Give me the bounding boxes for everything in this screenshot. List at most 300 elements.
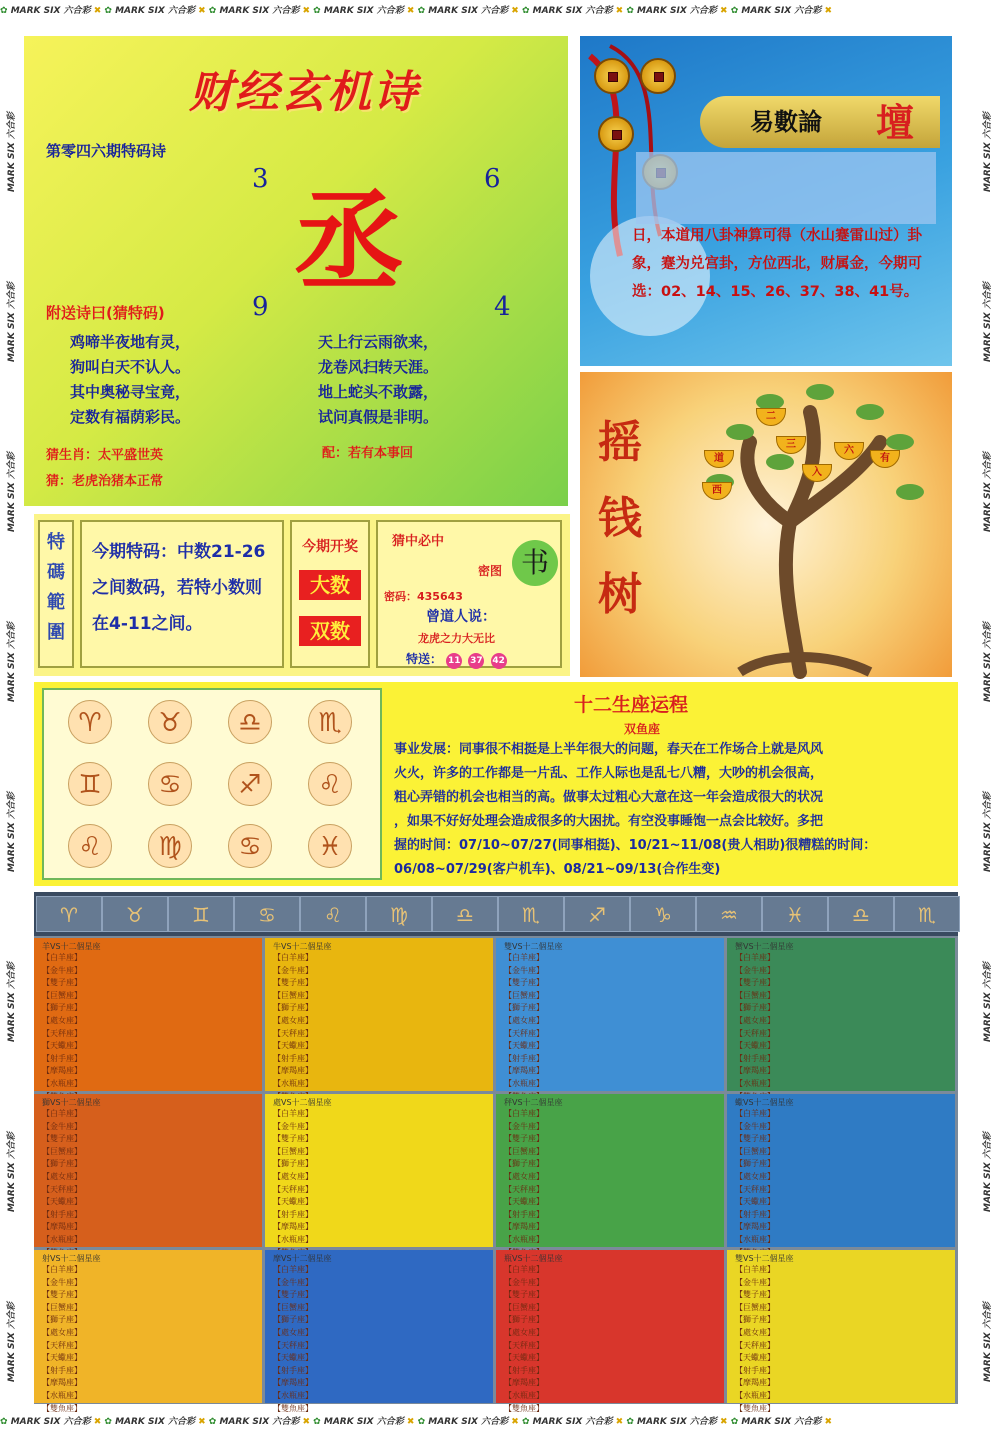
brand-cn-text: 六合彩 [794, 6, 825, 16]
brand-cn-text: 六合彩 [689, 6, 721, 16]
brand-cn-text: 六合彩 [794, 1417, 825, 1427]
special-line: 之间数码，若特小数则 [92, 578, 262, 598]
cell-row-label: 【獅子座】 [42, 1003, 82, 1013]
secret-image: 书 [512, 540, 558, 586]
flower-icon: ✿ [208, 1417, 220, 1427]
horoscope-panel [34, 682, 958, 886]
cell-row-label: 【射手座】 [42, 1209, 82, 1219]
cell-row-label: 【水瓶座】 [273, 1078, 313, 1088]
brand-cn-text: 六合彩 [376, 6, 407, 16]
brand-text: MARK SIX [115, 6, 168, 16]
cross-icon: ✖ [720, 1417, 731, 1427]
code-text: 密码：435643 [384, 590, 463, 603]
cross-icon: ✖ [720, 6, 731, 16]
ball-badge: 11 [446, 653, 462, 669]
flower-icon: ✿ [417, 6, 429, 16]
cell-row-label: 【處女座】 [273, 1015, 313, 1025]
cell-row-label: 【天秤座】 [735, 1028, 775, 1038]
cell-row-label: 【金牛座】 [273, 1277, 313, 1287]
tree-illustration [680, 372, 952, 677]
zodiac-icon: ♓ [308, 824, 352, 868]
cell-row-label: 【獅子座】 [273, 1159, 313, 1169]
cross-icon: ✖ [824, 1417, 832, 1427]
cross-icon: ✖ [93, 6, 105, 16]
cell-row-label: 【天蠍座】 [735, 1041, 775, 1051]
ingot-icon: 西 [702, 482, 732, 500]
cell-title: 摩VS十二個星座 [273, 1254, 332, 1263]
zodiac-tile-icon: ♎ [828, 896, 894, 932]
cell-title: 羊VS十二個星座 [42, 942, 101, 951]
cell-row-label: 【獅子座】 [504, 1159, 544, 1169]
vertical-brand-text: MARK SIX 六合彩 [7, 452, 17, 532]
cell-row-label: 【白羊座】 [735, 1265, 775, 1274]
zodiac-tile-icon: ♌ [300, 896, 366, 932]
flower-icon: ✿ [417, 1417, 429, 1427]
cell-row-label: 【巨蟹座】 [504, 1146, 544, 1156]
flower-icon: ✿ [521, 1417, 533, 1427]
cell-row-label: 【摩羯座】 [504, 1378, 544, 1388]
open-value-big: 大数 [299, 570, 361, 600]
title-char: 钱 [598, 493, 642, 544]
cell-row-label: 【巨蟹座】 [504, 1302, 544, 1312]
cell-row-label: 【雙子座】 [42, 978, 82, 988]
cell-row-label: 【摩羯座】 [504, 1222, 544, 1232]
cell-row-label: 【巨蟹座】 [273, 1302, 313, 1312]
flower-icon: ✿ [208, 6, 220, 16]
ingot-icon: 有 [870, 450, 900, 468]
cell-row-label: 【摩羯座】 [504, 1066, 544, 1076]
special-code-panel [34, 514, 570, 676]
compatibility-cell [496, 1250, 724, 1413]
zodiac-tile-icon: ♍ [366, 896, 432, 932]
title-char: 树 [598, 569, 642, 620]
cell-row-label: 【處女座】 [735, 1015, 775, 1025]
cell-row-label: 【白羊座】 [42, 953, 82, 962]
cell-row-label: 【水瓶座】 [504, 1078, 544, 1088]
cell-row-label: 【雙子座】 [735, 1290, 775, 1300]
zodiac-tile-icon: ♏ [498, 896, 564, 932]
cross-icon: ✖ [406, 1417, 418, 1427]
brand-text: MARK SIX [741, 1417, 795, 1427]
zodiac-icon-row [34, 892, 958, 936]
cell-row-label: 【獅子座】 [735, 1159, 775, 1169]
cell-row-label: 【摩羯座】 [735, 1066, 775, 1076]
zodiac-icon: ♍ [148, 824, 192, 868]
vertical-brand-text: MARK SIX 六合彩 [7, 622, 17, 702]
brand-cn-text: 六合彩 [481, 6, 512, 16]
cell-row-label: 【雙子座】 [504, 1290, 544, 1300]
number-top-left: 3 [252, 164, 269, 194]
poem-panel [24, 36, 568, 506]
cell-row-label: 【白羊座】 [735, 953, 775, 962]
cross-icon: ✖ [511, 1417, 522, 1427]
guess-line: 猜：老虎治猪本正常 [46, 474, 164, 489]
zodiac-icon: ♎ [228, 700, 272, 744]
poem-line: 地上蛇头不敢露， [318, 383, 439, 401]
cell-row-label: 【獅子座】 [42, 1159, 82, 1169]
cell-row-label: 【巨蟹座】 [735, 1146, 775, 1156]
cell-row-label: 【處女座】 [42, 1327, 82, 1337]
cell-row-label: 【雙子座】 [42, 1290, 82, 1300]
forum-brand-char: 壇 [876, 100, 915, 145]
cell-row-label: 【白羊座】 [42, 1265, 82, 1274]
ingot-icon: 道 [704, 450, 734, 468]
cell-row-label: 【摩羯座】 [273, 1222, 313, 1232]
compatibility-cell [265, 938, 493, 1091]
ingot-icon: 二 [756, 408, 786, 426]
cell-row-label: 【雙魚座】 [42, 1403, 82, 1413]
flower-icon: ✿ [626, 1417, 638, 1427]
special-line: 今期特码：中数21-26 [92, 542, 266, 562]
cell-row-label: 【獅子座】 [42, 1315, 82, 1325]
cell-row-label: 【射手座】 [735, 1053, 775, 1063]
cell-row-label: 【水瓶座】 [735, 1234, 775, 1244]
cell-row-label: 【金牛座】 [504, 1121, 544, 1131]
horoscope-sign: 双鱼座 [624, 722, 661, 736]
brand-text: MARK SIX [10, 1417, 64, 1427]
cell-row-label: 【雙子座】 [735, 978, 775, 988]
zodiac-icon: ♉ [148, 700, 192, 744]
brand-cn-text: 六合彩 [376, 1417, 407, 1427]
forum-brand: 易數論 [750, 107, 822, 136]
zodiac-icon: ♋ [228, 824, 272, 868]
brand-text: MARK SIX [219, 6, 273, 16]
top-border [0, 0, 998, 22]
coin-icon [640, 58, 676, 94]
cell-row-label: 【金牛座】 [42, 1277, 82, 1287]
compatibility-cell [34, 1094, 262, 1247]
cell-row-label: 【天秤座】 [42, 1028, 82, 1038]
cell-row-label: 【射手座】 [273, 1365, 313, 1375]
poem-line: 其中奥秘寻宝竟， [70, 383, 191, 401]
cell-row-label: 【水瓶座】 [273, 1390, 313, 1400]
vertical-brand-text: MARK SIX 六合彩 [7, 112, 17, 192]
gift-label: 附送诗曰(猜特码) [46, 304, 165, 322]
cell-row-label: 【天蠍座】 [42, 1353, 82, 1363]
cell-row-label: 【水瓶座】 [42, 1390, 82, 1400]
cell-row-label: 【天蠍座】 [42, 1041, 82, 1051]
compatibility-cell [496, 1094, 724, 1247]
cell-row-label: 【獅子座】 [735, 1315, 775, 1325]
cell-row-label: 【白羊座】 [504, 1265, 544, 1274]
zodiac-grid [42, 688, 382, 880]
cell-row-label: 【處女座】 [504, 1171, 544, 1181]
ball-badge: 37 [468, 653, 484, 669]
cell-row-label: 【巨蟹座】 [42, 1146, 82, 1156]
cell-row-label: 【金牛座】 [504, 1277, 544, 1287]
cross-icon: ✖ [198, 1417, 209, 1427]
cell-row-label: 【處女座】 [504, 1015, 544, 1025]
number-bottom-left: 9 [252, 292, 269, 322]
flower-icon: ✿ [313, 6, 324, 16]
special-text-box [80, 520, 284, 668]
cell-row-label: 【天蠍座】 [735, 1353, 775, 1363]
cell-title: 牛VS十二個星座 [273, 942, 332, 951]
flower-icon: ✿ [626, 6, 638, 16]
cell-row-label: 【天秤座】 [504, 1184, 544, 1194]
cell-row-label: 【獅子座】 [504, 1315, 544, 1325]
compatibility-cell [727, 1094, 955, 1247]
zodiac-icon: ♏ [308, 700, 352, 744]
flower-icon: ✿ [730, 6, 742, 16]
cell-row-label: 【巨蟹座】 [42, 1302, 82, 1312]
cell-row-label: 【天蠍座】 [735, 1197, 775, 1207]
cell-title: 蟹VS十二個星座 [735, 942, 794, 951]
zodiac-tile-icon: ♐ [564, 896, 630, 932]
zodiac-tile-icon: ♊ [168, 896, 234, 932]
vertical-brand-text: MARK SIX 六合彩 [983, 452, 993, 532]
cell-row-label: 【雙子座】 [273, 1134, 313, 1144]
vertical-brand-text: MARK SIX 六合彩 [983, 112, 993, 192]
cell-row-label: 【摩羯座】 [42, 1222, 82, 1232]
open-box [290, 520, 370, 668]
cell-row-label: 【金牛座】 [735, 965, 775, 975]
cell-row-label: 【處女座】 [273, 1171, 313, 1181]
zodiac-icon: ♐ [228, 762, 272, 806]
coin-icon [598, 116, 634, 152]
cell-row-label: 【雙子座】 [273, 1290, 313, 1300]
vertical-brand-text: MARK SIX 六合彩 [7, 792, 17, 872]
cell-row-label: 【金牛座】 [504, 965, 544, 975]
cell-row-label: 【巨蟹座】 [273, 1146, 313, 1156]
cross-icon: ✖ [824, 6, 832, 16]
vertical-brand-text: MARK SIX 六合彩 [983, 622, 993, 702]
range-char: 碼 [47, 562, 65, 583]
cell-row-label: 【巨蟹座】 [273, 990, 313, 1000]
compatibility-cell [265, 1250, 493, 1413]
cell-title: 射VS十二個星座 [42, 1254, 101, 1263]
cell-row-label: 【天秤座】 [273, 1184, 313, 1194]
poem-panel-title: 财经玄机诗 [189, 67, 419, 118]
poem-right [318, 330, 438, 430]
cell-row-label: 【處女座】 [735, 1327, 775, 1337]
cell-row-label: 【白羊座】 [273, 1109, 313, 1118]
cell-row-label: 【天秤座】 [504, 1340, 544, 1350]
cell-row-label: 【射手座】 [735, 1365, 775, 1375]
cell-row-label: 【射手座】 [273, 1053, 313, 1063]
cell-row-label: 【天秤座】 [504, 1028, 544, 1038]
issue-title: 第零四六期特码诗 [46, 142, 167, 160]
cell-row-label: 【處女座】 [504, 1327, 544, 1337]
cell-row-label: 【處女座】 [42, 1015, 82, 1025]
zodiac-tile-icon: ♑ [630, 896, 696, 932]
cell-row-label: 【射手座】 [42, 1053, 82, 1063]
ball-badge: 42 [491, 653, 507, 669]
cell-row-label: 【白羊座】 [273, 1265, 313, 1274]
cell-row-label: 【天秤座】 [42, 1184, 82, 1194]
zodiac-compatibility-grid [34, 892, 958, 1413]
vertical-brand-text: MARK SIX 六合彩 [983, 962, 993, 1042]
zodiac-icon: ♌ [68, 824, 112, 868]
pair-line: 配：若有本事回 [322, 446, 414, 461]
forum-text: 日，本道用八卦神算可得（水山蹇雷山过）卦象，蹇为兑宫卦，方位西北，财属金，今期可选：02、14、15、26、37、38、41号。 [632, 228, 922, 300]
brand-cn-text: 六合彩 [63, 6, 94, 16]
zodiac-icon: ♊ [68, 762, 112, 806]
cell-title: 處VS十二個星座 [273, 1098, 332, 1107]
zodiac-tile-icon: ♋ [234, 896, 300, 932]
range-char: 範 [47, 592, 65, 613]
cell-row-label: 【摩羯座】 [273, 1066, 313, 1076]
cell-row-label: 【摩羯座】 [735, 1222, 775, 1232]
zodiac-icon: ♈ [68, 700, 112, 744]
forum-panel [580, 36, 952, 366]
horoscope-line: 事业发展：同事很不相挺是上半年很大的问题，春天在工作场合上就是风风 [394, 742, 824, 757]
cell-title: 蠍VS十二個星座 [735, 1098, 794, 1107]
brand-cn-text: 六合彩 [585, 6, 616, 16]
zodiac-tile-icon: ♒ [696, 896, 762, 932]
flower-icon: ✿ [0, 1417, 11, 1427]
brand-text: MARK SIX [115, 1417, 168, 1427]
cell-row-label: 【天蠍座】 [504, 1197, 544, 1207]
cell-row-label: 【天秤座】 [273, 1028, 313, 1038]
poem-line: 鸡啼半夜地有灵， [70, 333, 191, 351]
cell-row-label: 【雙子座】 [504, 1134, 544, 1144]
cell-row-label: 【金牛座】 [42, 965, 82, 975]
cell-row-label: 【金牛座】 [42, 1121, 82, 1131]
vertical-brand-text: MARK SIX 六合彩 [983, 1302, 993, 1382]
brand-text: MARK SIX [532, 6, 586, 16]
cell-row-label: 【天蠍座】 [273, 1041, 313, 1051]
cell-row-label: 【雙魚座】 [273, 1403, 313, 1413]
brand-cn-text: 六合彩 [272, 6, 303, 16]
money-tree-title [598, 412, 642, 626]
cell-row-label: 【雙子座】 [735, 1134, 775, 1144]
guess-zodiac: 猜生肖：太平盛世英 [46, 448, 164, 463]
zodiac-tile-icon: ♎ [432, 896, 498, 932]
cell-row-label: 【水瓶座】 [42, 1234, 82, 1244]
cell-row-label: 【射手座】 [735, 1209, 775, 1219]
brand-text: MARK SIX [637, 6, 690, 16]
horoscope-line: 06/08~07/29(客户机车)、08/21~09/13(合作生变) [394, 862, 721, 877]
title-char: 摇 [598, 417, 642, 468]
big-character: 丞 [294, 177, 404, 306]
brand-cn-text: 六合彩 [689, 1417, 721, 1427]
poem-line: 试问真假是非明。 [318, 408, 439, 426]
cell-row-label: 【白羊座】 [273, 953, 313, 962]
cell-row-label: 【天蠍座】 [273, 1353, 313, 1363]
cell-title: 秤VS十二個星座 [504, 1098, 563, 1107]
special-line: 在4-11之间。 [92, 614, 203, 634]
cross-icon: ✖ [615, 1417, 627, 1427]
cell-row-label: 【水瓶座】 [504, 1390, 544, 1400]
cell-row-label: 【水瓶座】 [504, 1234, 544, 1244]
cell-row-label: 【摩羯座】 [273, 1378, 313, 1388]
cross-icon: ✖ [615, 6, 627, 16]
compatibility-cell [496, 938, 724, 1091]
zodiac-tile-icon: ♈ [36, 896, 102, 932]
horoscope-line: ，如果不好好处理会造成很多的大困扰。有空没事睡饱一点会比较好。多把 [394, 814, 824, 829]
flower-icon: ✿ [104, 1417, 116, 1427]
horoscope-line: 握的时间：07/10~07/27(同事相挺)、10/21~11/08(贵人相助)很糟糕的时间： [394, 838, 877, 853]
cell-row-label: 【摩羯座】 [42, 1378, 82, 1388]
cell-row-label: 【雙魚座】 [504, 1403, 544, 1413]
cell-row-label: 【雙子座】 [42, 1134, 82, 1144]
cell-row-label: 【射手座】 [504, 1365, 544, 1375]
brand-cn-text: 六合彩 [481, 1417, 512, 1427]
cell-row-label: 【雙子座】 [504, 978, 544, 988]
cell-row-label: 【射手座】 [273, 1209, 313, 1219]
compatibility-cell [727, 1250, 955, 1413]
open-value-even: 双数 [299, 616, 361, 646]
cross-icon: ✖ [302, 1417, 314, 1427]
zodiac-icon: ♋ [148, 762, 192, 806]
brand-text: MARK SIX [219, 1417, 273, 1427]
daoren-label: 曾道人说： [426, 609, 496, 625]
brand-text: MARK SIX [741, 6, 795, 16]
cross-icon: ✖ [406, 6, 418, 16]
brand-cn-text: 六合彩 [272, 1417, 303, 1427]
poem-line: 定数有福荫彩民。 [70, 408, 191, 426]
cell-row-label: 【水瓶座】 [273, 1234, 313, 1244]
cell-row-label: 【白羊座】 [504, 953, 544, 962]
cell-row-label: 【天秤座】 [735, 1184, 775, 1194]
brand-cn-text: 六合彩 [167, 1417, 199, 1427]
cell-row-label: 【雙子座】 [273, 978, 313, 988]
cell-row-label: 【摩羯座】 [735, 1378, 775, 1388]
zodiac-tile-icon: ♏ [894, 896, 960, 932]
poem-left [70, 330, 190, 430]
poem-line: 天上行云雨欲来， [318, 333, 439, 351]
brand-cn-text: 六合彩 [167, 6, 199, 16]
range-char: 圍 [47, 622, 65, 643]
cell-row-label: 【射手座】 [504, 1209, 544, 1219]
cell-row-label: 【白羊座】 [504, 1109, 544, 1118]
cell-row-label: 【天蠍座】 [42, 1197, 82, 1207]
money-tree-panel [580, 372, 952, 677]
cell-row-label: 【白羊座】 [42, 1109, 82, 1118]
horoscope-line: 粗心弄错的机会也相当的高。做事太过粗心大意在这一年会造成很大的状况 [394, 790, 824, 805]
cell-row-label: 【獅子座】 [273, 1003, 313, 1013]
cell-row-label: 【金牛座】 [735, 1277, 775, 1287]
cell-row-label: 【處女座】 [735, 1171, 775, 1181]
brand-cn-text: 六合彩 [63, 1417, 94, 1427]
must-hit-label: 猜中必中 [392, 534, 445, 549]
ingot-icon: 六 [834, 442, 864, 460]
brand-cn-text: 六合彩 [585, 1417, 616, 1427]
cell-row-label: 【水瓶座】 [42, 1078, 82, 1088]
cell-row-label: 【金牛座】 [735, 1121, 775, 1131]
cell-title: 雙VS十二個星座 [504, 942, 563, 951]
cell-row-label: 【射手座】 [504, 1053, 544, 1063]
cell-row-label: 【獅子座】 [273, 1315, 313, 1325]
compatibility-cell [34, 938, 262, 1091]
vertical-brand-text: MARK SIX 六合彩 [983, 1132, 993, 1212]
cell-row-label: 【獅子座】 [735, 1003, 775, 1013]
cell-row-label: 【處女座】 [273, 1327, 313, 1337]
horoscope-text [394, 738, 954, 882]
blurred-area [636, 152, 936, 224]
cell-row-label: 【水瓶座】 [735, 1078, 775, 1088]
cell-row-label: 【巨蟹座】 [42, 990, 82, 1000]
special-send-row [406, 650, 509, 669]
cell-row-label: 【天蠍座】 [504, 1041, 544, 1051]
cross-icon: ✖ [511, 6, 522, 16]
cell-title: 雙VS十二個星座 [735, 1254, 794, 1263]
cell-row-label: 【天秤座】 [42, 1340, 82, 1350]
number-bottom-right: 4 [494, 292, 511, 322]
poem-line: 狗叫白天不认人。 [70, 358, 191, 376]
brand-text: MARK SIX [428, 1417, 482, 1427]
cell-row-label: 【天蠍座】 [273, 1197, 313, 1207]
left-border [0, 22, 22, 1411]
horoscope-title: 十二生座运程 [574, 694, 689, 716]
cell-row-label: 【天秤座】 [273, 1340, 313, 1350]
zodiac-icon: ♌ [308, 762, 352, 806]
cell-row-label: 【巨蟹座】 [504, 990, 544, 1000]
special-send-label: 特送： [406, 652, 443, 666]
horoscope-line: 火火，许多的工作都是一片乱、工作人际也是乱七八糟，大吵的机会很高， [394, 766, 824, 781]
right-border [976, 22, 998, 1411]
